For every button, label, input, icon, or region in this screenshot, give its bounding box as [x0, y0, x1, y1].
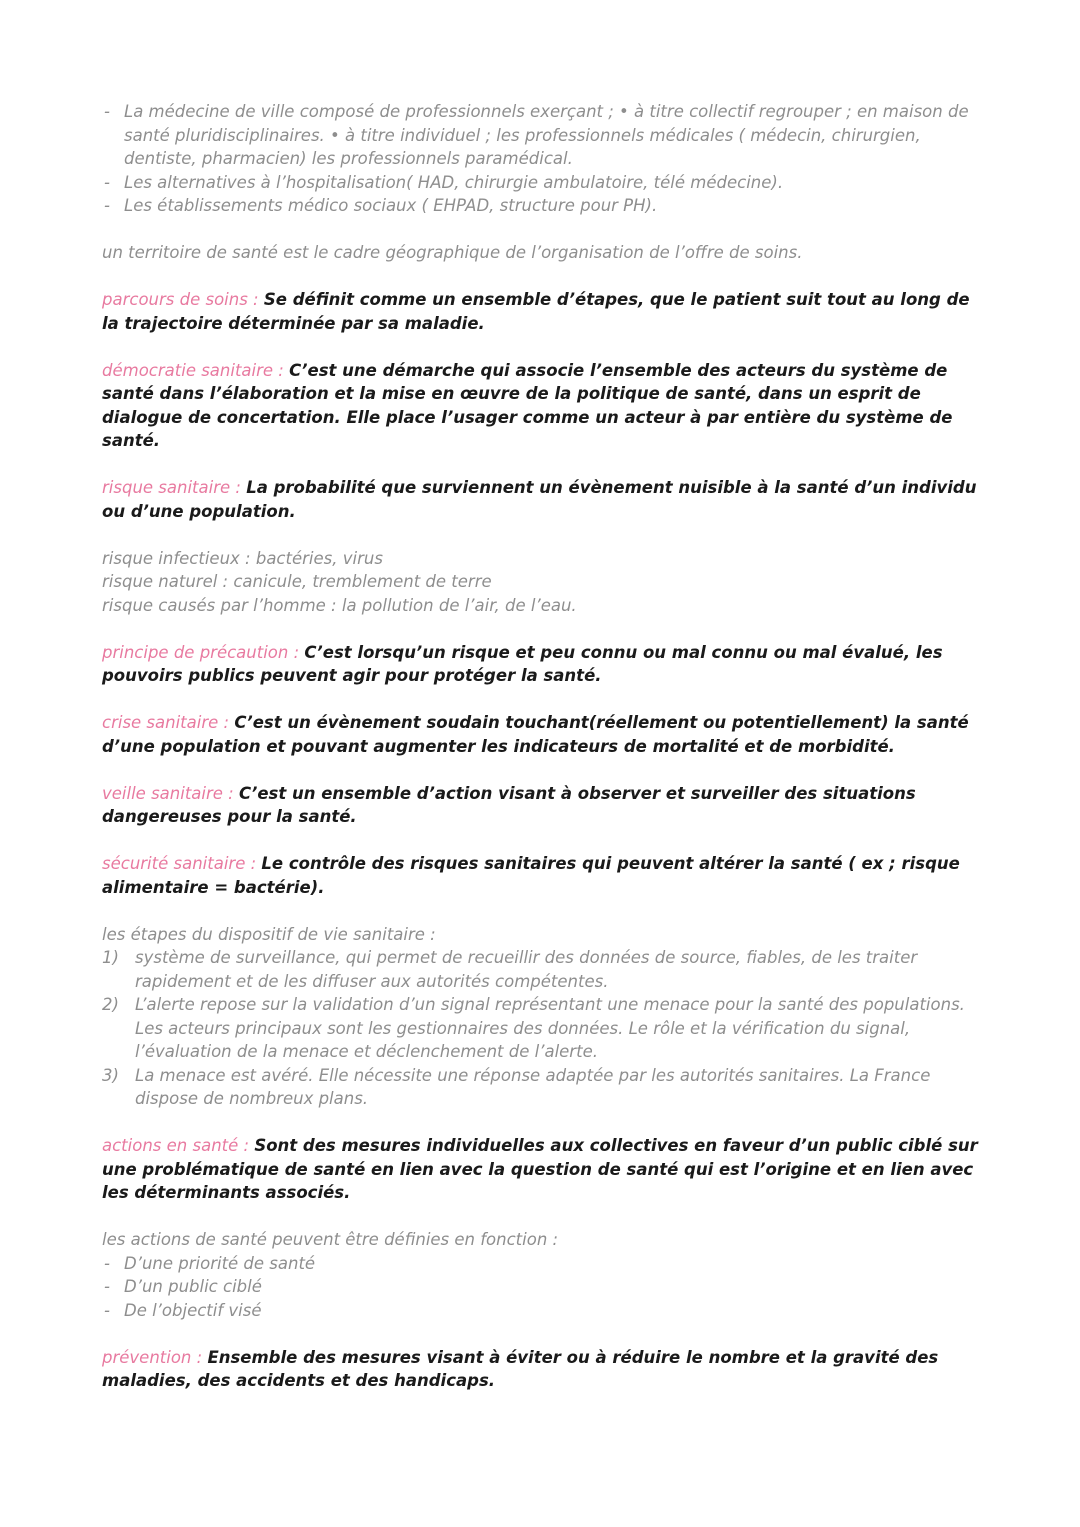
item-number: 1) — [102, 948, 119, 967]
risk-types — [102, 547, 980, 618]
definition-crise — [102, 711, 980, 758]
etapes-list — [102, 946, 980, 1111]
definition-text: Sont des mesures individuelles aux collectives en faveur d’un public ciblé sur une problématique de santé en lien avec la question de santé qui est l’origine et en lien avec les déterminants associés. — [102, 1136, 978, 1202]
actions-title: les actions de santé peuvent être définies en fonction : — [102, 1230, 559, 1249]
definition-veille — [102, 782, 980, 829]
definition-actions — [102, 1134, 980, 1205]
term: démocratie sanitaire : — [102, 360, 284, 380]
actions-list — [102, 1252, 980, 1323]
item-text: système de surveillance, qui permet de recueillir des données de source, fiables, de les traiter rapidement et de les diffuser aux autorités compétentes. — [135, 948, 918, 991]
term: sécurité sanitaire : — [102, 854, 257, 873]
list-item — [102, 993, 980, 1064]
territoire-note: un territoire de santé est le cadre géographique de l’organisation de l’offre de soins. — [102, 243, 803, 262]
term: prévention : — [102, 1347, 203, 1367]
list-item — [102, 1064, 980, 1111]
definition-text: Le contrôle des risques sanitaires qui peuvent altérer la santé ( ex ; risque alimentaire = bactérie). — [102, 854, 960, 897]
item-text: La menace est avéré. Elle nécessite une réponse adaptée par les autorités sanitaires. La France dispose de nombreux plans. — [135, 1065, 931, 1108]
list-item: - La médecine de ville composé de professionnels exerçant ; • à titre collectif regrouper ; en maison de santé pluridisciplinaires. • à titre individuel ; les professionnels médicales ( médecin, chirurgien, dentiste, pharmacien) les professionnels paramédical. — [102, 100, 980, 171]
definition-prevention — [102, 1346, 980, 1393]
list-item: - D’un public ciblé — [102, 1275, 980, 1299]
definition-text: C’est lorsqu’un risque et peu connu ou mal connu ou mal évalué, les pouvoirs publics peuvent agir pour protéger la santé. — [102, 642, 943, 685]
item-number: 2) — [102, 995, 119, 1014]
definition-precaution — [102, 641, 980, 688]
definition-text: C’est un évènement soudain touchant(réellement ou potentiellement) la santé d’une population et pouvant augmenter les indicateurs de mortalité et de morbidité. — [102, 713, 969, 756]
list-item: - Les établissements médico sociaux ( EHPAD, structure pour PH). — [102, 194, 980, 218]
term: crise sanitaire : — [102, 713, 230, 732]
intro-list — [102, 100, 980, 218]
actions-section — [102, 1228, 980, 1322]
risk-type: risque naturel : canicule, tremblement de terre — [102, 572, 492, 591]
definition-securite — [102, 852, 980, 899]
item-number: 3) — [102, 1065, 119, 1085]
term: parcours de soins : — [102, 290, 259, 309]
etapes-title: les étapes du dispositif de vie sanitaire : — [102, 924, 436, 944]
definition-democratie — [102, 359, 980, 453]
term: risque sanitaire : — [102, 478, 241, 497]
list-item: - D’une priorité de santé — [102, 1252, 980, 1276]
list-item: - Les alternatives à l’hospitalisation( HAD, chirurgie ambulatoire, télé médecine). — [102, 171, 980, 195]
definition-text: Ensemble des mesures visant à éviter ou à réduire le nombre et la gravité des maladies, des accidents et des handicaps. — [102, 1347, 939, 1390]
term: veille sanitaire : — [102, 783, 234, 803]
item-text: L’alerte repose sur la validation d’un signal représentant une menace pour la santé des populations. Les acteurs principaux sont les gestionnaires des données. Le rôle et la vérification du signal, l’évaluation de la menace et déclenchement de l’alerte. — [135, 995, 965, 1061]
definition-text: Se définit comme un ensemble d’étapes, que le patient suit tout au long de la trajectoire déterminée par sa maladie. — [102, 290, 970, 333]
list-item: - De l’objectif visé — [102, 1299, 980, 1323]
definition-risque — [102, 476, 980, 523]
risk-type: risque causés par l’homme : la pollution de l’air, de l’eau. — [102, 595, 577, 615]
term: principe de précaution : — [102, 642, 300, 662]
definition-text: C’est un ensemble d’action visant à observer et surveiller des situations dangereuses pour la santé. — [102, 783, 916, 826]
definition-text: La probabilité que surviennent un évènement nuisible à la santé d’un individu ou d’une population. — [102, 478, 977, 521]
term: actions en santé : — [102, 1136, 250, 1155]
list-item — [102, 946, 980, 993]
definition-parcours — [102, 288, 980, 335]
etapes-section — [102, 923, 980, 1111]
risk-type: risque infectieux : bactéries, virus — [102, 548, 383, 568]
definition-text: C’est une démarche qui associe l’ensemble des acteurs du système de santé dans l’élaboration et la mise en œuvre de la politique de santé, dans un esprit de dialogue de concertation. Elle place l’usager comme un acteur à par entière du système de santé. — [102, 360, 953, 450]
